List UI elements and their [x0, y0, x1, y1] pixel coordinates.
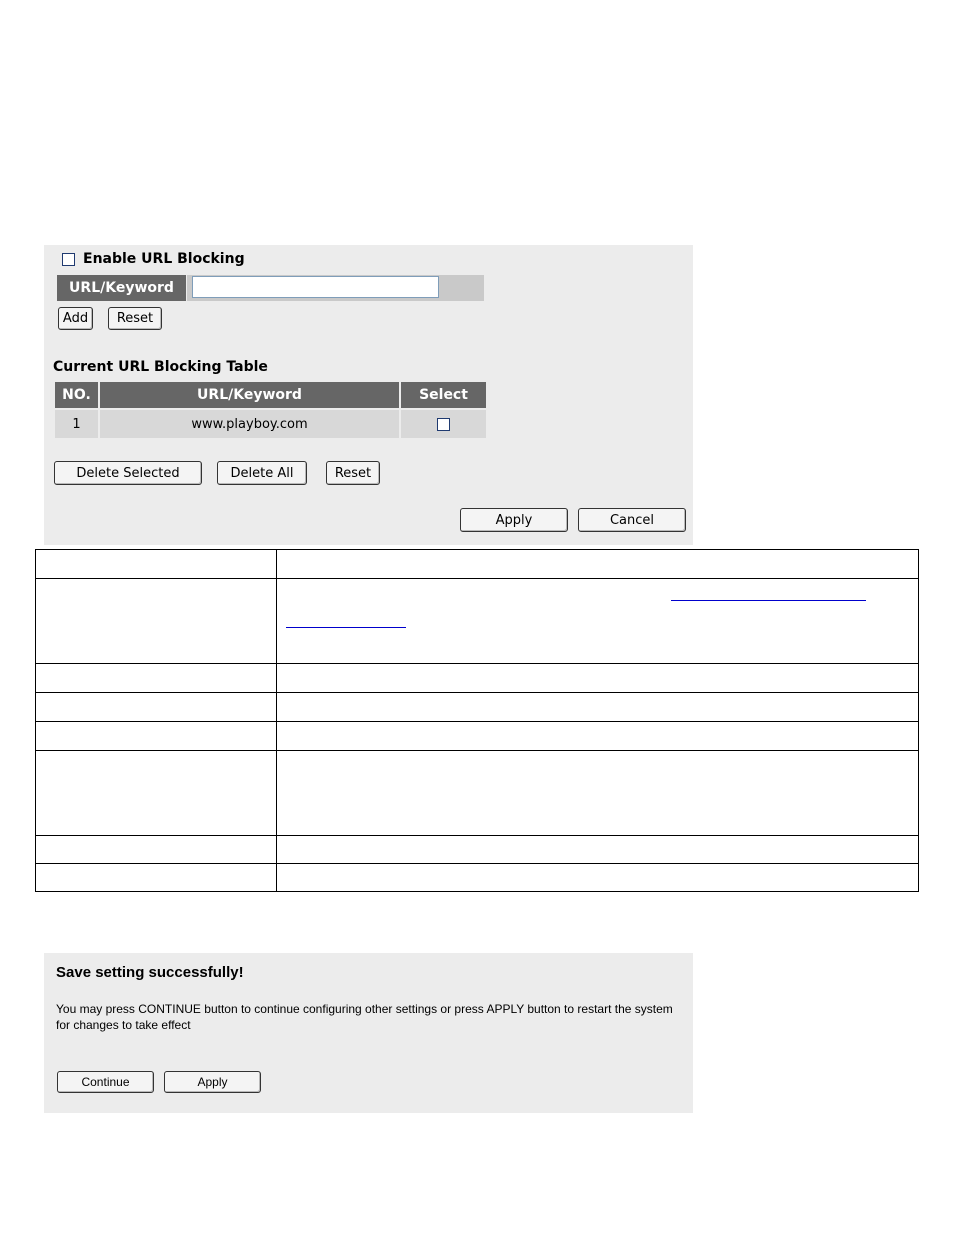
table-reset-button[interactable]: Reset — [326, 461, 380, 485]
header-url-keyword: URL/Keyword — [100, 382, 399, 408]
row-url: www.playboy.com — [100, 410, 399, 438]
table-row-divider — [36, 663, 918, 664]
row-no: 1 — [55, 410, 98, 438]
row-select-cell — [401, 410, 486, 438]
save-title: Save setting successfully! — [56, 964, 244, 981]
table-row-divider — [36, 721, 918, 722]
description-table — [35, 549, 919, 892]
url-keyword-input[interactable] — [192, 276, 439, 298]
enable-url-blocking-label: Enable URL Blocking — [83, 251, 245, 267]
url-keyword-label: URL/Keyword — [57, 275, 186, 301]
url-blocking-panel — [44, 245, 693, 545]
save-message: You may press CONTINUE button to continue configuring other settings or press APPLY button to restart the system for changes to take effect — [56, 1002, 673, 1032]
table-row-divider — [36, 692, 918, 693]
table-title: Current URL Blocking Table — [53, 359, 268, 375]
delete-all-button[interactable]: Delete All — [217, 461, 307, 485]
hyperlink-underline[interactable] — [671, 600, 866, 601]
apply-button[interactable]: Apply — [460, 508, 568, 532]
enable-url-blocking-checkbox[interactable] — [62, 253, 75, 266]
continue-button[interactable]: Continue — [57, 1071, 154, 1093]
table-row-divider — [36, 863, 918, 864]
header-select: Select — [401, 382, 486, 408]
save-apply-button[interactable]: Apply — [164, 1071, 261, 1093]
save-success-panel — [44, 953, 693, 1113]
table-row-divider — [36, 578, 918, 579]
header-no: NO. — [55, 382, 98, 408]
table-row-divider — [36, 750, 918, 751]
reset-button[interactable]: Reset — [108, 307, 162, 330]
add-button[interactable]: Add — [58, 307, 93, 330]
cancel-button[interactable]: Cancel — [578, 508, 686, 532]
row-select-checkbox[interactable] — [437, 418, 450, 431]
table-row-divider — [36, 835, 918, 836]
delete-selected-button[interactable]: Delete Selected — [54, 461, 202, 485]
hyperlink-underline[interactable] — [286, 627, 406, 628]
